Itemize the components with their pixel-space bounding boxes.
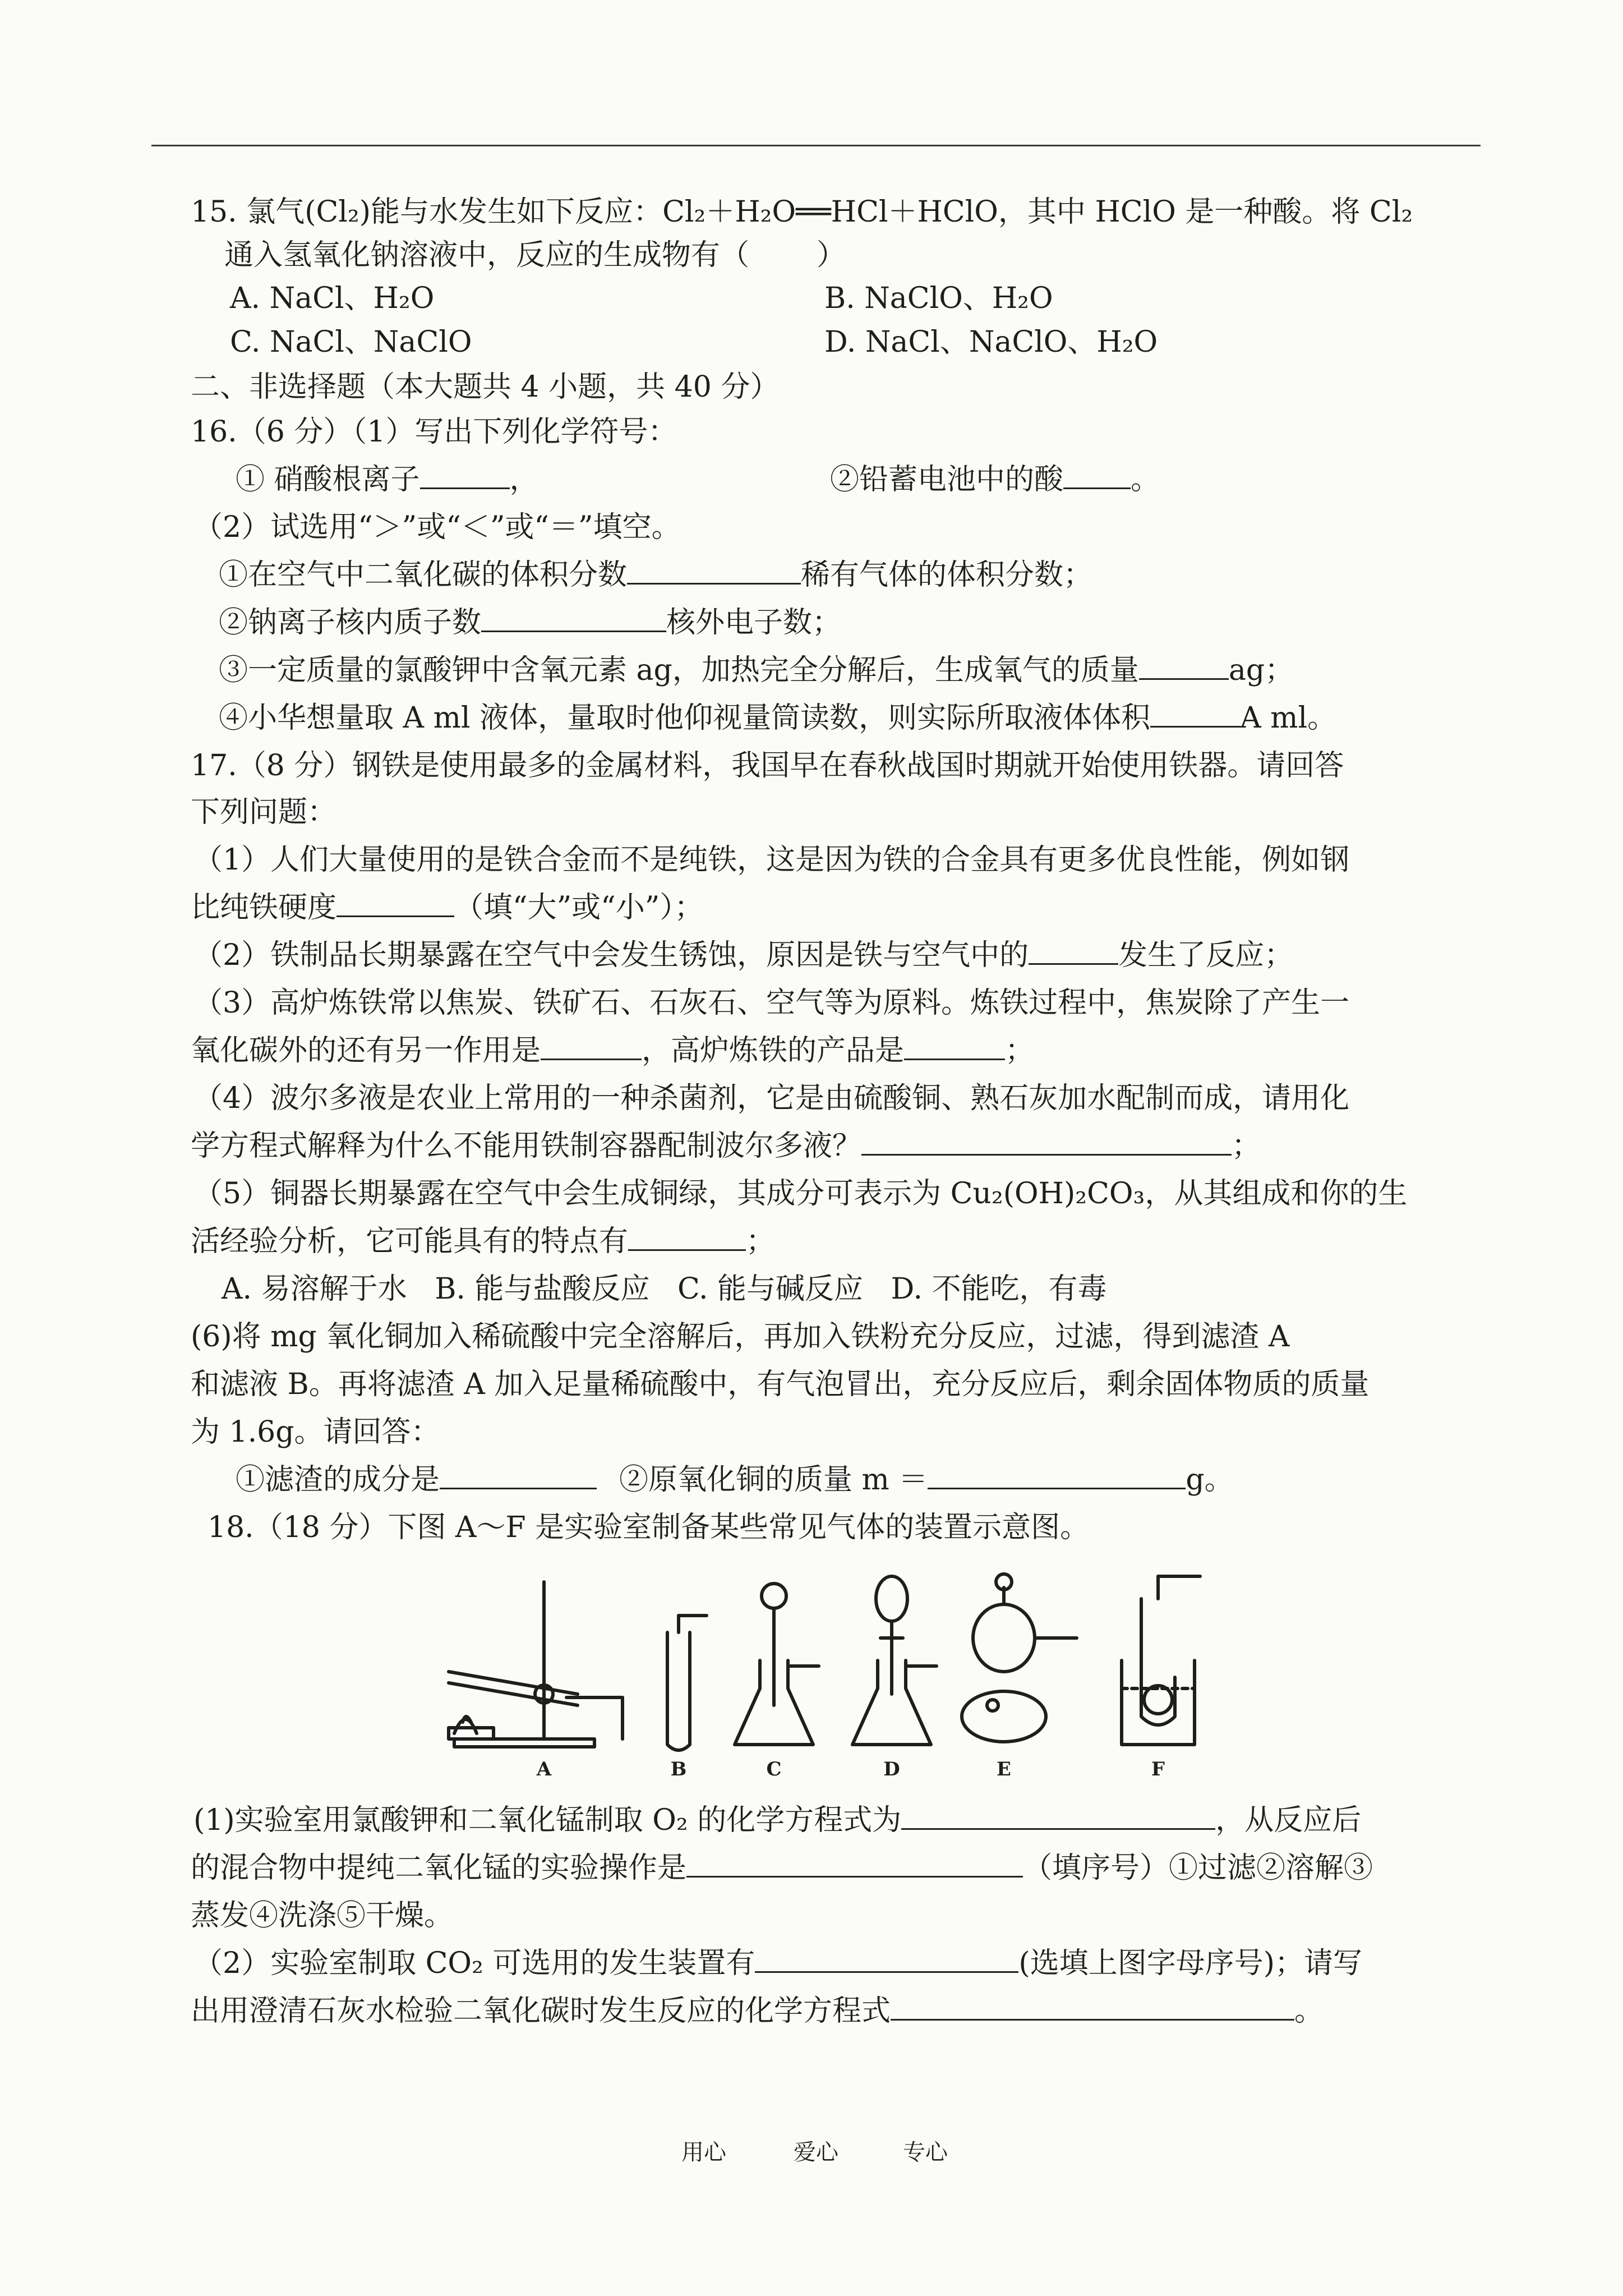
q17-line7: 氧化碳外的还有另一作用是 ，高炉炼铁的产品是 ；	[191, 1034, 1035, 1068]
footer-text-3: 专心	[903, 2139, 948, 2165]
q17-line14: 和滤液 B。再将滤渣 A 加入足量稀硫酸中，有气泡冒出，充分反应后，剩余固体物质的质量	[191, 1368, 1370, 1401]
label-c: C	[766, 1758, 782, 1780]
footer-text-1: 用心	[681, 2139, 726, 2165]
q16-sub2: ②铅蓄电池中的酸 。	[830, 463, 1160, 496]
footer-text-2: 爱心	[794, 2139, 838, 2165]
q15-line1: 15. 氯气(Cl₂)能与水发生如下反应：Cl₂＋H₂O══HCl＋HClO，其中 HClO 是一种酸。将 Cl₂	[191, 195, 1413, 229]
label-b: B	[670, 1758, 687, 1780]
label-a: A	[536, 1758, 552, 1780]
section-2-heading: 二、非选择题（本大题共 4 小题，共 40 分）	[191, 370, 780, 404]
q16-line7: ④小华想量取 A ml 液体，量取时他仰视量筒读数，则实际所取液体体积 A ml。	[219, 701, 1337, 735]
q17-line1: 17.（8 分）钢铁是使用最多的金属材料，我国早在春秋战国时期就开始使用铁器。请回答	[191, 749, 1344, 783]
q18-line4: 蒸发④洗涤⑤干燥。	[191, 1899, 454, 1932]
q17-line4: 比纯铁硬度 （填“大”或“小”）；	[191, 891, 704, 924]
q17-line16: ①滤渣的成分是 ②原氧化铜的质量 m ＝ g。	[236, 1463, 1234, 1497]
apparatus-c	[735, 1584, 819, 1745]
q17-line8: （4）波尔多液是农业上常用的一种杀菌剂，它是由硫酸铜、熟石灰加水配制而成，请用化	[193, 1082, 1350, 1115]
q15-option-a: A. NaCl、H₂O	[230, 282, 435, 315]
q16-sub1: ① 硝酸根离子 ，	[236, 463, 539, 496]
q18-line2: (1)实验室用氯酸钾和二氧化锰制取 O₂ 的化学方程式为 ，从反应后	[193, 1803, 1362, 1837]
q15-line2: 通入氢氧化钠溶液中，反应的生成物有（ ）	[224, 238, 846, 272]
q18-line3: 的混合物中提纯二氧化锰的实验操作是 （填序号）①过滤②溶解③	[191, 1851, 1373, 1885]
q16-line4: ①在空气中二氧化碳的体积分数 稀有气体的体积分数；	[219, 558, 1093, 592]
q16-line5: ②钠离子核内质子数 核外电子数；	[219, 606, 842, 639]
q16-line3: （2）试选用“＞”或“＜”或“＝”填空。	[193, 510, 681, 544]
q17-line9: 学方程式解释为什么不能用铁制容器配制波尔多液？ ；	[191, 1129, 1261, 1163]
q17-line13: (6)将 mg 氧化铜加入稀硫酸中完全溶解后，再加入铁粉充分反应，过滤，得到滤渣 A	[191, 1320, 1290, 1354]
q17-line11: 活经验分析，它可能具有的特点有 ；	[191, 1225, 776, 1258]
q15-option-c: C. NaCl、NaClO	[230, 325, 472, 359]
q17-line2: 下列问题：	[191, 795, 337, 829]
header-rule	[151, 145, 1481, 146]
apparatus-b	[667, 1616, 707, 1750]
q18-line6: 出用澄清石灰水检验二氧化碳时发生反应的化学方程式 。	[191, 1994, 1324, 2028]
q18-line1: 18.（18 分）下图 A～F 是实验室制备某些常见气体的装置示意图。	[208, 1511, 1090, 1544]
label-e: E	[997, 1758, 1011, 1780]
apparatus-d	[852, 1576, 937, 1745]
q17-line15: 为 1.6g。请回答：	[191, 1415, 440, 1449]
apparatus-figure	[432, 1565, 1217, 1789]
q17-line6: （3）高炉炼铁常以焦炭、铁矿石、石灰石、空气等为原料。炼铁过程中，焦炭除了产生一	[193, 986, 1350, 1020]
apparatus-a	[449, 1582, 623, 1747]
q18-line5: （2）实验室制取 CO₂ 可选用的发生装置有 (选填上图字母序号)；请写	[193, 1947, 1362, 1980]
q16-line1: 16.（6 分）（1）写出下列化学符号：	[191, 415, 677, 449]
q15-option-b: B. NaClO、H₂O	[824, 282, 1053, 315]
q16-line6: ③一定质量的氯酸钾中含氧元素 ag，加热完全分解后，生成氧气的质量 ag；	[219, 654, 1294, 687]
label-f: F	[1151, 1758, 1165, 1780]
q17-line3: （1）人们大量使用的是铁合金而不是纯铁，这是因为铁的合金具有更多优良性能，例如钢	[193, 843, 1350, 877]
label-d: D	[883, 1758, 900, 1780]
q17-line10: （5）铜器长期暴露在空气中会生成铜绿，其成分可表示为 Cu₂(OH)₂CO₃，从其组成和你的生	[193, 1177, 1408, 1211]
apparatus-e	[962, 1574, 1077, 1742]
q17-options: A. 易溶解于水 B. 能与盐酸反应 C. 能与碱反应 D. 不能吃，有毒	[222, 1272, 1107, 1306]
q17-line5: （2）铁制品长期暴露在空气中会发生锈蚀，原因是铁与空气中的 发生了反应；	[193, 938, 1294, 972]
apparatus-f	[1122, 1576, 1200, 1745]
q15-option-d: D. NaCl、NaClO、H₂O	[824, 325, 1158, 359]
